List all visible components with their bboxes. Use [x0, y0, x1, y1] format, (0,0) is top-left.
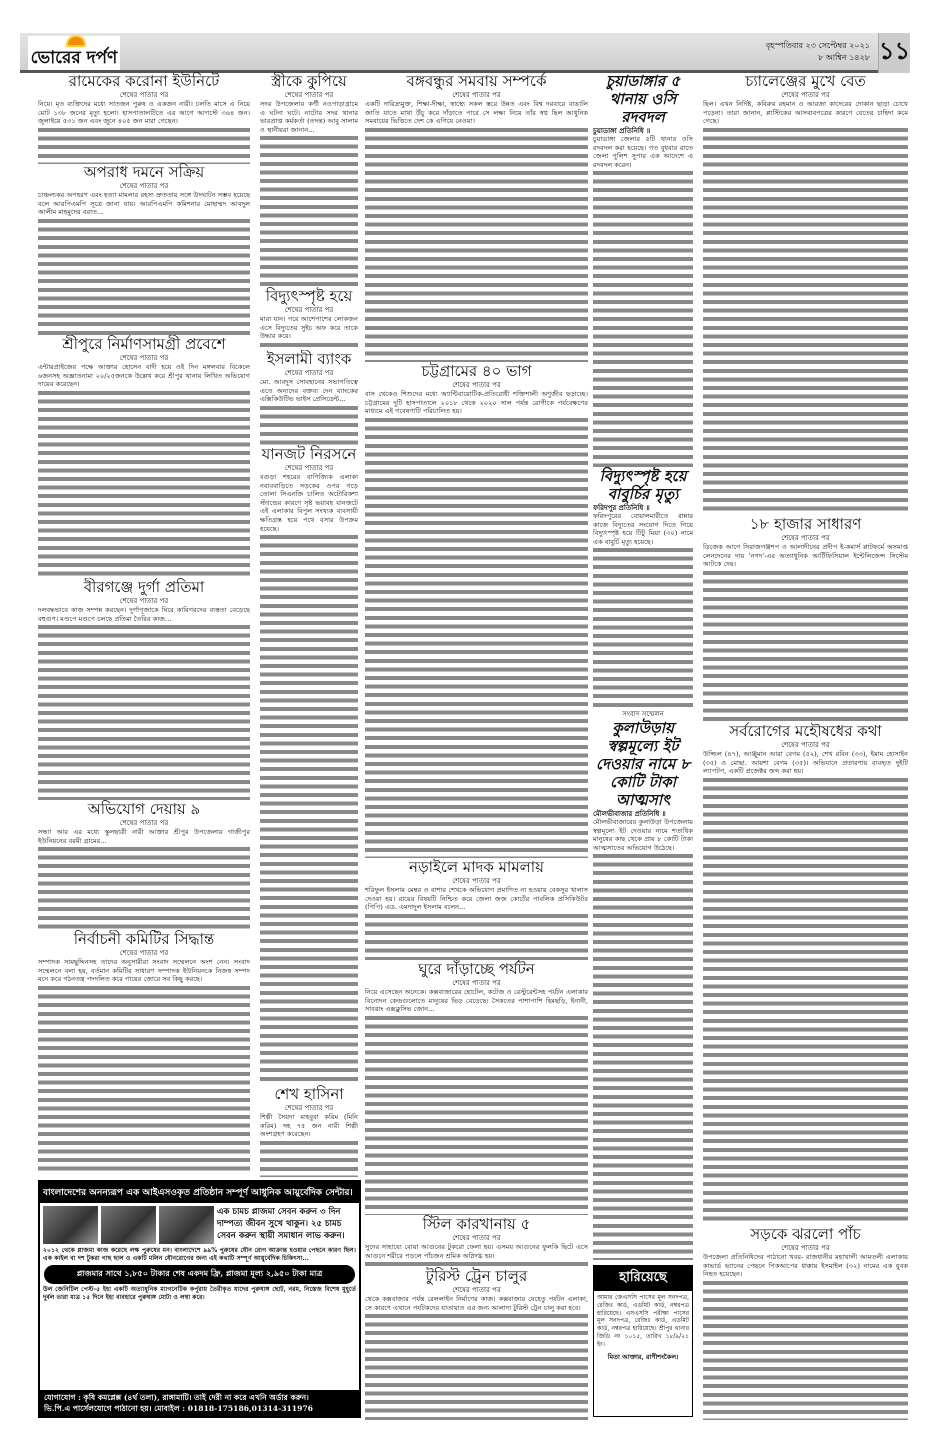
ad-contact	[40, 1390, 359, 1416]
continued-label: শেষের পাতার পর	[452, 91, 501, 99]
article-body: নিয়ে এসেছেন অনেকে। কক্সবাজারের হোটেল, কটেজ ও রেস্টুরেন্টসহ পর্যটন এলাকার বিনোদন কেন্দ্রগুলোতে মানুষের ভিড় বেড়েছে। সৈকতের পাশাপাশি হিমছড়ি, ইনানী, সাবরাং এক্সক্লুসিভ জোন...	[365, 988, 588, 1014]
article-body: নিয়ে। মৃত ব্যক্তিদের মধ্যে সাতজন পুরুষ ও একজন নারী। চলতি মাসে এ নিয়ে মোট ১৩৮ জনের মৃত্যু হলো। হাসপাতালটিতে এর আগে আগস্টে ৩৬৪ জন। জুলাইয়ে ৫৩১ জন এবং জুনে ৪০৫ জন মারা গেছেন।	[38, 100, 250, 126]
byline: চুয়াডাঙ্গা প্রতিনিধি ॥	[593, 126, 651, 135]
article-text-lines	[260, 341, 358, 350]
ad-photo	[43, 1206, 98, 1244]
article-headline[interactable]: স্ত্রীকে কুপিয়ে	[271, 72, 347, 90]
article-text-lines	[703, 126, 908, 515]
article	[365, 72, 588, 362]
article-headline[interactable]: সর্বরোগের মহৌষধের কথা	[729, 722, 882, 740]
article	[703, 722, 908, 1225]
article-text-lines	[593, 852, 693, 1260]
article-body: সুদের সাহায্যে বোয়া আগুনের টুকরো ফেলা হয়। এসময় আগুনের ফুলকি ছিটে এসে আগুনে শরীরে পড়লে পাঁচজন শ্রমিক অগ্নিদগ্ধ হয়।	[365, 1243, 588, 1260]
continued-label: শেষের পাতার পর	[119, 182, 169, 190]
logo-text: ভোরের দর্পণ	[30, 48, 118, 68]
article-body: উপজেলা প্রতিনিধিদের পাঠানো খবর- রাজধানীর মহাখালী আমতলী এলাকায় কাভার্ড ভ্যানের পেছনে পিকআপের ধাক্কায় ইসমাইল (৩২) নামের এক যুবক নিহত হয়েছেন।	[703, 1253, 908, 1279]
lost-signature: মিতা আক্তার, রাণীশংকৈল।	[607, 1352, 679, 1361]
article	[593, 72, 693, 467]
byline: মৌলভীবাজার প্রতিনিধি ॥	[593, 809, 666, 818]
continued-label: শেষের পাতার পর	[284, 306, 334, 314]
article	[38, 335, 250, 578]
lost-title: হারিয়েছে	[594, 1266, 692, 1291]
continued-label: শেষের পাতার পর	[781, 91, 830, 99]
article-body: এন্টারপ্রাইজের পক্ষে আক্তার হোসেন বাদী হয়ে ওই দিন মঙ্গলবার বিকেলে ৬জনসহ অজ্ঞাতনামা ২০/২৫জনকে উল্লেখ করে শ্রীপুর থানায় লিখিত অভিযোগ দায়ের করেছেন।	[38, 363, 250, 389]
ad-photo	[159, 1206, 214, 1244]
article-headline[interactable]: ১৮ হাজার সাধারণ	[749, 515, 862, 533]
article-text-lines	[365, 126, 588, 362]
article-text-lines	[593, 546, 693, 710]
ad-text: ২০১২ থেকে প্লাজমা কাজ করেছে লক্ষ পুরুষের মন। বাংলাদেশে ৯৯% পুরুষের যৌন রোগ আক্রান্ত হওয়ার পেছনে কারণ ছিল। এক কাইল বা দশ টুকরা গাছ ছাল ও একটি মলিন যৌনরোগের জন্য এই কথাটি সম্পূর্ণ আয়ুর্বেদিক চিকিৎসা...	[43, 1247, 356, 1262]
article-kicker: সংবাদ সম্মেলন	[622, 710, 664, 718]
ad-text: উল জেনিটিল পেস্ট-৫ ইহা একটি অত্যাধুনিক ম্যাগনেটিক কর্পুরায় তৈরীকৃত যাদের পুরুষাঙ্গ ছোট, নরম, নিস্তেজ বিশেষ মুহূর্তে দুর্বল তারা মাত্র ১৫ দিনে ইহা ব্যবহারে পুরুষাঙ্গ মোটা ও লম্বা করে।	[43, 1286, 356, 1301]
article-body: সন্ধ্যা আর এর মধ্যে স্কুলছাত্রী নারী আক্তার শ্রীপুর উপজেলার গাজীপুর ইউনিয়নের বরমী গ্রামের...	[38, 828, 250, 845]
article	[260, 445, 358, 1085]
continued-label: শেষের পাতার পর	[452, 1286, 501, 1294]
article	[38, 930, 250, 1175]
article-text-lines	[38, 984, 250, 1175]
date-block	[766, 40, 870, 64]
article	[365, 858, 588, 960]
article	[365, 1215, 588, 1267]
article-text-lines	[703, 1279, 908, 1420]
article-headline[interactable]: বঙ্গবন্ধুর সমবায় সম্পর্কে	[406, 72, 547, 90]
article-body: মো. আবদুস সোবহানের সভাপতিত্বে এতে অন্যদের বক্তব্য দেন ব্যাংকের এক্সিকিউটিভ ভাইস প্রেসিডেন্ট...	[260, 378, 358, 404]
lost-notice	[593, 1265, 693, 1417]
continued-label: শেষের পাতার পর	[119, 354, 169, 362]
continued-label: শেষের পাতার পর	[119, 91, 169, 99]
continued-label: শেষের পাতার পর	[119, 597, 169, 605]
continued-label: শেষের পাতার পর	[284, 464, 334, 472]
article-text-lines	[38, 126, 250, 164]
article-body: একটি দারিদ্র্যমুক্ত, শিক্ষা-দীক্ষা, স্বাস্থ্যে সকল স্তরে উন্নত এবং বিশ্ব দরবারে বাঙালি জাতি যাতে মাথা উঁচু করে দাঁড়াতে পারে সে লক্ষ্য নিয়ে তাঁর স্বপ্ন ছিল আধুনিক সমবায়ের ভিত্তিতে দেশ কে এগিয়ে নেওয়া।	[365, 100, 588, 126]
article-text-lines	[365, 912, 588, 960]
article-body: সম্পাদক সামছুদ্দিনসহ তাদের অনুসারীরা সংবাদ সম্মেলনে অংশ নেন। সংবাদ সম্মেলনে বলা হয়, বর্তমান কমিটির সাধারণ সম্পাদক ইউনিয়নকে নিজস্ব সম্পদ মনে করে গঠনতন্ত্র পদদলিত করে গায়ের জোরে সব কিছু করছে।	[38, 958, 250, 984]
date-gregorian: বৃহস্পতিবার ২৩ সেপ্টেম্বর ২০২১	[765, 41, 870, 50]
continued-label: শেষের পাতার পর	[452, 979, 501, 987]
continued-label: শেষের পাতার পর	[284, 1104, 334, 1112]
article-text-lines	[365, 1260, 588, 1267]
article-headline[interactable]: নির্বাচনী কমিটির সিদ্ধান্ত	[73, 930, 215, 948]
article-body: ছিল। এখন নির্দিষ্ট, কবিরুর রহমান ও আরজা কাদেরের দোকান ছাড়া চোখে পড়েনা। তারা জানান, প্লাস্টিকের আসবাবপত্রের কারণে বেতের চাহিদা কমে গেছে।	[703, 100, 908, 126]
article-body: শিল্পী সৈয়দা মাহবুবা করিম (মিনি করিম) সহ ৭৫ জন নারী শিল্পী অংশগ্রহণ করেছেন।	[260, 1113, 358, 1139]
article-text-lines	[260, 404, 358, 445]
article-headline[interactable]: কুলাউড়ায় স্বল্পমূল্যে ইট দেওয়ার নামে ৮ কোটি টাকা আত্মসাৎ	[595, 719, 691, 809]
article-headline[interactable]: যানজট নিরসনে	[261, 445, 357, 463]
article-text-lines	[703, 569, 908, 722]
article-body: বাস থেকেও শিশুদের মধ্যে অ্যান্টিবায়োটিক-প্রতিরোধী শক্তিশালী অণুজীব ছড়াচ্ছে। চট্টগ্রামের দুটি হাসপাতালে ২০১৮ থেকে ২০২০ সাল পর্যন্ত রোগীকে পর্যবেক্ষণের মাধ্যমে এই গবেষণাটি পরিচালিত হয়।	[365, 390, 588, 416]
article-headline[interactable]: শেখ হাসিনা	[274, 1085, 344, 1103]
article	[38, 800, 250, 930]
article	[38, 72, 250, 164]
article-headline[interactable]: স্টিল কারখানায় ৫	[422, 1215, 531, 1233]
continued-label: শেষের পাতার পর	[452, 877, 501, 885]
article	[365, 1267, 588, 1420]
article	[593, 467, 693, 710]
continued-label: শেষের পাতার পর	[781, 1244, 830, 1252]
article	[260, 72, 358, 287]
article	[593, 710, 693, 1260]
ad-photo	[101, 1206, 156, 1244]
article-text-lines	[38, 217, 250, 335]
article-text-lines	[703, 776, 908, 1225]
article-text-lines	[365, 416, 588, 858]
continued-label: শেষের পাতার পর	[119, 949, 169, 957]
article-body: উজ্জিল (৪৭), আঞ্জুমান আরা বেগম (৫২), শেখ রবিন (৩৩), ইমাম হোসাইন (৩৫) ও মোছা. আয়শা বেগম (৩৫)। অভিযানে প্রতারণায় ব্যবহৃত দুইটি ল্যাপটপ, একটি প্রজেক্টর জব্দ করা হয়।	[703, 750, 908, 776]
article-text-lines	[38, 389, 250, 578]
article-headline[interactable]: শ্রীপুরে নির্মাণসামগ্রী প্রবেশে	[62, 335, 226, 353]
continued-label: শেষের পাতার পর	[119, 819, 169, 827]
article-body: চাঞ্চল্যকর অপহরণ এবং হত্যা মামলার রহস্য দ্রুততার সঙ্গে উদঘাটন সম্ভব হয়েছে বলে আরপিএমপি সূত্রে জানা যায়। আরপিএমপি কমিশনার মোহাম্মদ আবদুল আলীম মাহমুদের বরাত...	[38, 191, 250, 217]
article-body: মারা যান। পরে আশেপাশের লোকজন এসে বিদ্যুতের সুইচ অফ করে তাকে উদ্ধার করে।	[260, 315, 358, 341]
article	[703, 515, 908, 722]
continued-label: শেষের পাতার পর	[781, 741, 830, 749]
article-body: বগুড়া শহরের বাণিজ্যিক এলাকা নবাববাড়িতে সড়কের ওপর গড়ে তোলা সিএনজি চালিত অটোরিকশা স্ট্যান্ডের কারণে সৃষ্ট ভয়াবহ যানজটে এই এলাকার বিপুল সংখ্যক ব্যবসায়ী ক্ষতিগ্রস্ত হয়ে পথে বসার উপক্রম হয়েছে।	[260, 473, 358, 533]
ad-promo: এক চামচ প্লাজমা সেবন করুন ৩ দিন দাম্পত্য জীবন সুখে থাকুন। ২৫ চামচ সেবন করুন স্থায়ী সমাধান লাভ করুন।	[217, 1207, 345, 1241]
article	[260, 1085, 358, 1177]
newspaper-logo[interactable]	[28, 36, 120, 70]
article	[260, 287, 358, 350]
article	[260, 350, 358, 445]
article-text-lines	[365, 1014, 588, 1215]
masthead	[20, 33, 910, 73]
ad-price: প্লাজমার সাথে ১,৮৫০ টাকার শেষ একদম ফ্রি, প্লাজমা মূল্য ২,৯৫০ টাকা মাত্র	[44, 1265, 355, 1284]
article	[703, 1225, 908, 1420]
article-headline[interactable]: ঘুরে দাঁড়াচ্ছে পর্যটন	[418, 960, 535, 978]
article	[38, 163, 250, 335]
ad-phone: ভি.পি.এ পার্সেলযোগে পাঠানো হয়। মোবাইল : 01818-175186,01314-311976	[44, 1404, 313, 1413]
continued-label: শেষের পাতার পর	[781, 534, 830, 542]
article-body: মৌলভীবাজারের কুলাউড়া উপজেলায় স্বল্পমূল্যে ইট দেওয়ার নামে শতাধিক মানুষের কাছ থেকে প্রায় ৮ কোটি টাকা আত্মসাতের অভিযোগ উঠেছে।	[593, 818, 693, 852]
sun-icon	[68, 37, 84, 45]
article-text-lines	[593, 169, 693, 467]
article	[703, 72, 908, 515]
article-body: থেকে কক্সবাজার পর্যন্ত রেললাইন নির্মাণের কাজ। কক্সবাজার যেহেতু পর্যটন এলাকা, সে কারণে এখানে পর্যটকদের যাতায়াত এর জন্য আলাদা টুরিস্ট ট্রেন চালু করা হবে।	[365, 1295, 588, 1312]
article	[365, 362, 588, 858]
ad-address: যোগাযোগ : কৃষি কমপ্লেক্স (৪র্থ তলা), রাঙ্গামাটি। তাই দেরী না করে এখনি অর্ডার করুন।	[44, 1393, 309, 1402]
ayurvedic-advertisement	[38, 1180, 361, 1418]
continued-label: শেষের পাতার পর	[284, 91, 334, 99]
article-headline[interactable]: বিদ্যুৎস্পৃষ্ট হয়ে	[265, 287, 353, 305]
byline: ফরিদপুর প্রতিনিধি ॥	[593, 503, 650, 512]
lost-body: আমার জেএসসি পাসের মূল সনদপত্র, রেজিঃ কার্ড, এডমিট কার্ড, নম্বরপত্র হারিয়েছে। এসএসসি পরীক্ষা পাসের মূল সনদপত্র, রেজিঃ কার্ড, এডমিট কার্ড, নম্বরপত্র হারিয়েছে। শ্রীপুর থানার জিডি নং ১০১৫, তারিখ ১৮/৯/২১ ইং।	[597, 1294, 689, 1348]
article	[365, 960, 588, 1215]
article-headline[interactable]: নড়াইলে মাদক মামলায়	[409, 858, 544, 876]
continued-label: শেষের পাতার পর	[284, 369, 334, 377]
article-body: ডিজেক আগে সিরাজগঞ্জশপ ও আলাদীনের প্রদীপ ই-কমার্স প্লাটফর্মে অসমাপ্ত লেনদেনের দায় 'নগদ'-এর অত্যাধুনিক আর্টিফিসিয়াল ইন্টেলিজেন্স সিস্টেম আটকে দেয়।	[703, 543, 908, 569]
article-headline[interactable]: চট্টগ্রামের ৪০ ভাগ	[421, 362, 532, 380]
article-text-lines	[260, 134, 358, 287]
continued-label: শেষের পাতার পর	[452, 1234, 501, 1242]
page-number: ১১	[878, 33, 910, 73]
article-headline[interactable]: চুয়াডাঙ্গার ৫ থানায় ওসি রদবদল	[605, 72, 681, 126]
article-body: সদর উপজেলার কর্ণী নওপাড়াগ্রামে এ ঘটনা ঘটে। নাটোর সদর থানার ভারপ্রাপ্ত কর্মকর্তা (তদন্ত) আবু সালাম ও স্থানীয়রা জানান...	[260, 100, 358, 134]
article-headline[interactable]: অভিযোগ দেয়ায় ৯	[87, 800, 201, 818]
article-text-lines	[38, 845, 250, 930]
article-body: দলবদ্ধভাবে কাজ সম্পন্ন করছেন। দুর্গাপূজাকে ঘিরে কারিগরদের ব্যস্ততা বেড়েছে বহুগুণ। মণ্ডপে মণ্ডপে চলছে প্রতিমা তৈরির কাজ...	[38, 606, 250, 623]
article	[38, 578, 250, 800]
article-text-lines	[365, 1312, 588, 1420]
article-headline[interactable]: রামেকের করোনা ইউনিটে	[68, 72, 220, 90]
article-headline[interactable]: বিদ্যুৎস্পৃষ্ট হয়ে বাবুর্চির মৃত্যু	[599, 467, 687, 503]
article-body: শরিফুল ইসলাম মেম্বর ও বাশার শেখকে অভিযোগ প্রমাণিত না হওয়ায় বেকসুর খালাস দেওয়া হয়। রায়ের বিষয়টি নিশ্চিত করে জেলা জজ কোর্টের পাবলিক প্রসিকিউটর (পিপি) এড. এমদাদুল ইসলাম বলেন...	[365, 886, 588, 912]
article-headline[interactable]: টুরিস্ট ট্রেন চালুর	[425, 1267, 528, 1285]
article-body: ফরিদপুরের বোয়ালমারীতে রান্নার কাজে বিদ্যুতের সংযোগ দিতে গিয়ে বিদ্যুৎস্পৃষ্ট হয়ে টিটু মিয়া (৩০) নামে এক বাবুর্চি মৃত্যু হয়েছে।	[593, 512, 693, 546]
article-headline[interactable]: বীরগঞ্জে দুর্গা প্রতিমা	[83, 578, 205, 596]
article-body: চুয়াডাঙ্গা জেলার ৫টি থানার ওসি রদবদল করা হয়েছে। গত বুধবার রাতে জেলা পুলিশ সুপার এক আদেশে এ রদবদল করেন।	[593, 135, 693, 169]
article-text-lines	[38, 623, 250, 800]
article-text-lines	[260, 533, 358, 1085]
article-headline[interactable]: ইসলামী ব্যাংক	[266, 350, 352, 368]
article-headline[interactable]: সড়কে ঝরলো পাঁচ	[750, 1225, 861, 1243]
ad-banner: বাংলাদেশের অনন্যরূপ এক আইএসওকৃত প্রতিষ্ঠান সম্পূর্ণ আধুনিক আয়ুর্বেদিক সেন্টার।	[40, 1182, 359, 1203]
article-headline[interactable]: চ্যালেঞ্জের মুখে বেত	[745, 72, 866, 90]
article-headline[interactable]: অপরাধ দমনে সক্রিয়	[83, 163, 205, 181]
article-text-lines	[260, 1139, 358, 1177]
continued-label: শেষের পাতার পর	[452, 381, 501, 389]
date-bengali: ৮ আশ্বিন ১৪২৮	[817, 53, 870, 62]
